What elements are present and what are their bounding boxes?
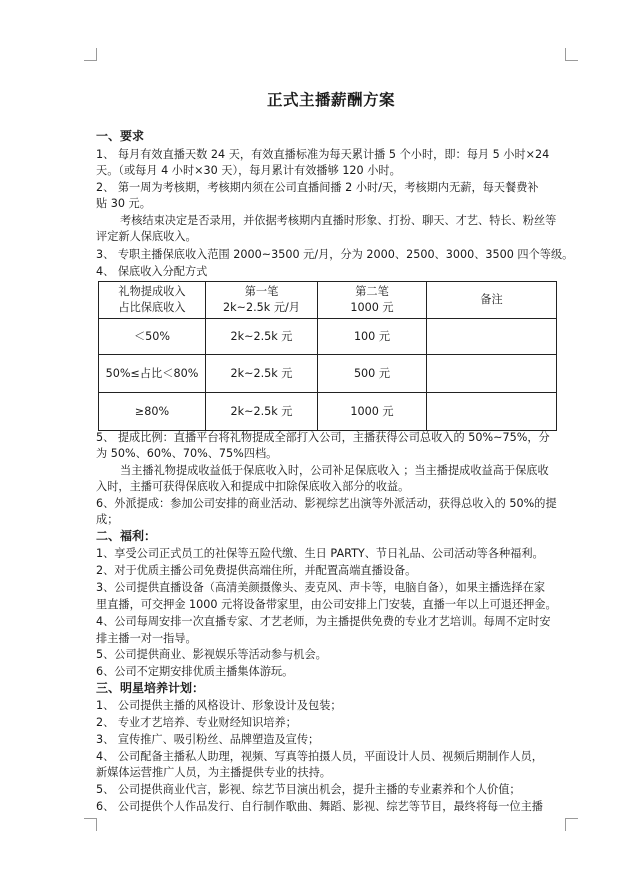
row-ratio: 50%≤占比＜80% <box>99 355 206 393</box>
req-3: 3、 专职主播保底收入范围 2000~3500 元/月，分为 2000、2500、3000、3500 四个等级。 <box>96 248 574 261</box>
benefit-3-line-2: 里直播，可交押金 1000 元将设备带家里，由公司安排上门安装，直播一年以上可退还押金。 <box>96 598 557 611</box>
benefit-6: 6、公司不定期安排优质主播集体游玩。 <box>96 665 294 678</box>
row-first: 2k~2.5k 元 <box>206 355 318 393</box>
header-second-line-2: 1000 元 <box>350 301 394 314</box>
income-table <box>98 281 557 431</box>
row-first: 2k~2.5k 元 <box>206 319 318 355</box>
header-first-line-1: 第一笔 <box>244 285 279 298</box>
crop-mark-top-right <box>565 48 578 61</box>
crop-mark-top-left <box>84 48 97 61</box>
table-header-first <box>206 282 318 319</box>
crop-mark-bottom-right <box>565 818 578 831</box>
req-4: 4、 保底收入分配方式 <box>96 265 208 278</box>
header-ratio-line-2: 占比保底收入 <box>118 301 186 314</box>
crop-mark-bottom-left <box>84 818 97 831</box>
req-5-line-4: 入时，主播可获得保底收入和提成中扣除保底收入部分的收益。 <box>96 480 410 493</box>
row-note <box>427 355 557 393</box>
section-heading-star-plan: 三、明星培养计划： <box>96 681 205 695</box>
row-second: 500 元 <box>318 355 427 393</box>
plan-3: 3、 宣传推广、吸引粉丝、品牌塑造及宣传； <box>96 733 320 746</box>
row-note <box>427 393 557 431</box>
row-second: 100 元 <box>318 319 427 355</box>
table-row <box>99 319 557 355</box>
document-title: 正式主播薪酬方案 <box>266 91 395 109</box>
table-header-note: 备注 <box>427 282 557 319</box>
benefit-2: 2、对于优质主播公司免费提供高端住所，并配置高端直播设备。 <box>96 564 417 577</box>
plan-5: 5、 公司提供商业代言，影视、综艺节目演出机会，提升主播的专业素养和个人价值； <box>96 783 521 796</box>
header-second-line-1: 第二笔 <box>355 285 389 298</box>
benefit-5: 5、公司提供商业、影视娱乐等活动参与机会。 <box>96 648 327 661</box>
table-header-ratio <box>99 282 206 319</box>
req-2-line-4: 评定新人保底收入。 <box>96 230 197 243</box>
req-2-line-2: 贴 30 元。 <box>96 197 151 210</box>
table-row <box>99 393 557 431</box>
table-row <box>99 355 557 393</box>
benefit-3-line-1: 3、公司提供直播设备（高清美颜摄像头、麦克风、声卡等，电脑自备），如果主播选择在家 <box>96 581 546 594</box>
benefit-1: 1、享受公司正式员工的社保等五险代缴、生日 PARTY、节日礼品、公司活动等各种福利。 <box>96 547 544 560</box>
table-header-second <box>318 282 427 319</box>
req-5-line-2: 为 50%、60%、70%、75%四档。 <box>96 447 278 460</box>
req-6-line-1: 6、外派提成：参加公司安排的商业活动、影视综艺出演等外派活动，获得总收入的 50%的提 <box>96 497 557 510</box>
plan-1: 1、 公司提供主播的风格设计、形象设计及包装； <box>96 699 342 712</box>
row-note <box>427 319 557 355</box>
row-second: 1000 元 <box>318 393 427 431</box>
row-first: 2k~2.5k 元 <box>206 393 318 431</box>
row-ratio: ＜50% <box>99 319 206 355</box>
benefit-4-line-2: 排主播一对一指导。 <box>96 632 197 645</box>
table-header-row <box>99 282 557 319</box>
row-ratio: ≥80% <box>99 393 206 431</box>
req-5-line-3: 当主播礼物提成收益低于保底收入时，公司补足保底收入 ；当主播提成收益高于保底收 <box>120 464 549 477</box>
plan-4-line-1: 4、 公司配备主播私人助理，视频、写真等拍摄人员，平面设计人员、视频后期制作人员， <box>96 750 543 763</box>
plan-6: 6、 公司提供个人作品发行、自行制作歌曲、舞蹈、影视、综艺等节目，最终将每一位主播 <box>96 800 543 813</box>
req-1-line-1: 1、 每月有效直播天数 24 天，有效直播标准为每天累计播 5 个小时，即：每月 5 小时×24 <box>96 148 550 161</box>
section-heading-benefits: 二、福利： <box>96 529 157 543</box>
benefit-4-line-1: 4、公司每周安排一次直播专家、才艺老师，为主播提供免费的专业才艺培训。每周不定时安 <box>96 615 551 628</box>
req-2-line-1: 2、 第一周为考核期，考核期内须在公司直播间播 2 小时/天，考核期内无薪，每天餐费补 <box>96 181 539 194</box>
req-2-line-3: 考核结束决定是否录用，并依据考核期内直播时形象、打扮、聊天、才艺、特长、粉丝等 <box>120 214 557 227</box>
plan-2: 2、 专业才艺培养、专业财经知识培养； <box>96 716 297 729</box>
header-ratio-line-1: 礼物提成收入 <box>118 285 186 298</box>
section-heading-requirements: 一、要求 <box>96 129 145 143</box>
req-1-line-2: 天。（或每月 4 小时×30 天），每月累计有效播够 120 小时。 <box>96 164 401 177</box>
req-5-line-1: 5、 提成比例：直播平台将礼物提成全部打入公司，主播获得公司总收入的 50%~75%，分 <box>96 431 550 444</box>
header-first-line-2: 2k~2.5k 元/月 <box>223 301 300 314</box>
req-6-line-2: 成； <box>96 513 119 526</box>
plan-4-line-2: 新媒体运营推广人员，为主播提供专业的扶持。 <box>96 766 331 779</box>
